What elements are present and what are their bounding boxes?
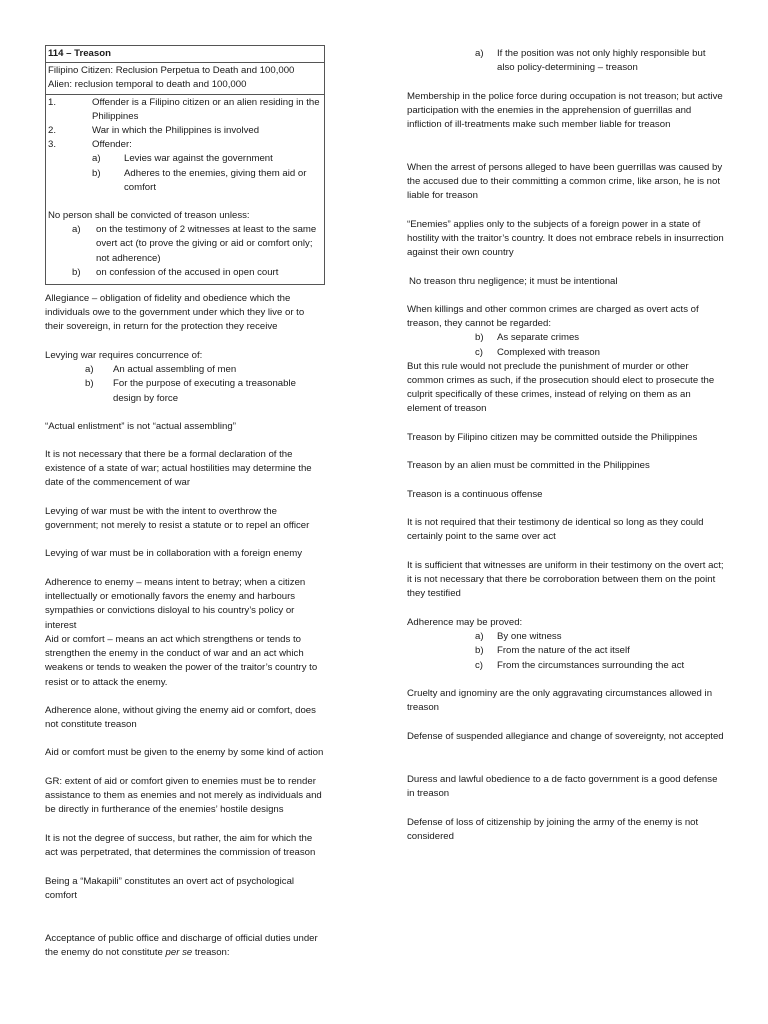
summary-box [45, 45, 325, 285]
list-item: b) As separate crimes [475, 332, 580, 344]
list-item: 3. Offender: [48, 139, 132, 151]
paragraph-enemies: “Enemies” applies only to the subjects of a foreign power in a state of hostility with the traitor’s country. It does not embrace rebels in insurrection against their own country [407, 219, 724, 259]
paragraph-alien: Treason by an alien must be committed in the Philippines [407, 460, 650, 471]
killings-block [407, 303, 725, 417]
paragraph-declaration: It is not necessary that there be a formal declaration of the existence of a state of war; actual hostilities may determine the date of the commencement of war [45, 449, 312, 489]
paragraph-identical: It is not required that their testimony de identical so long as they could certainly point to the same over act [407, 517, 704, 543]
paragraph-uniform: It is sufficient that witnesses are uniform in their testimony on the overt act; it is not necessary that there be corroboration between them on the point they testified [407, 560, 724, 600]
paragraph-gr: GR: extent of aid or comfort given to enemies must be to render assistance to them as enemies and not merely as individuals and be directly in furtherance of the enemies’ hostile designs [45, 776, 322, 816]
list-item: a) By one witness [475, 631, 562, 643]
proved-block [407, 616, 684, 673]
article-title: 114 – Treason [46, 46, 324, 63]
paragraph-intent: Levying of war must be with the intent to overthrow the government; not merely to resist a statute or to repel an officer [45, 506, 310, 532]
list-item: c) Complexed with treason [475, 346, 600, 358]
conviction-intro: No person shall be convicted of treason unless: [48, 210, 250, 222]
paragraph-killings: When killings and other common crimes are charged as overt acts of treason, they cannot be regarded: [407, 304, 699, 330]
paragraph-rule: But this rule would not preclude the punishment of murder or other common crimes as such, if the prosecution should elect to prosecute the culprit specifically of these crimes, instead of relying on them as an element of treason [407, 360, 715, 415]
list-item: b) on confession of the accused in open court [72, 266, 279, 278]
penalty-alien: Alien: reclusion temporal to death and 100,000 [48, 79, 247, 91]
list-item: a) on the testimony of 2 witnesses at least to the same overt act (to prove the giving or aid or comfort only; not adherence) [72, 224, 317, 264]
elements-section [46, 95, 324, 284]
list-item: b) From the nature of the act itself [475, 645, 630, 657]
paragraph-arrest: When the arrest of persons alleged to have been guerrillas was caused by the accused due to their committing a common crime, like arson, he is not liable for treason [407, 162, 723, 202]
list-item: c) From the circumstances surrounding the act [475, 659, 685, 671]
penalty-section [46, 63, 324, 94]
penalty-filipino: Filipino Citizen: Reclusion Perpetua to Death and 100,000 [48, 65, 295, 77]
paragraph-outside: Treason by Filipino citizen may be committed outside the Philippines [407, 432, 698, 443]
paragraph-duress: Duress and lawful obedience to a de facto government is a good defense in treason [407, 774, 718, 800]
paragraph-public-office: Acceptance of public office and discharge of official duties under the enemy do not constitute per se treason: [45, 933, 318, 959]
paragraph-police: Membership in the police force during occupation is not treason; but active participation with the enemies in the apprehension of guerrillas and infliction of ill-treatments make such member liable for treason [407, 91, 723, 131]
paragraph-allegiance: Allegiance – obligation of fidelity and obedience which the individuals owe to the government under which they live or to their sovereign, in return for the protection they receive [45, 293, 305, 333]
paragraph-adherence-alone: Adherence alone, without giving the enemy aid or comfort, does not constitute treason [45, 705, 316, 731]
paragraph-proved-intro: Adherence may be proved: [407, 617, 523, 628]
paragraph-action: Aid or comfort must be given to the enemy by some kind of action [45, 747, 324, 758]
elements-list [48, 96, 322, 195]
paragraph-aid-comfort: Aid or comfort – means an act which strengthens or tends to strengthen the enemy in the conduct of war and an act which weakens or tends to weaken the power of the traitor’s country to resist or to attack the enemy. [45, 634, 318, 688]
list-item: b) Adheres to the enemies, giving them aid or comfort [92, 167, 307, 193]
paragraph-enlistment: “Actual enlistment” is not “actual assembling” [45, 421, 236, 432]
paragraph-levying-intro: Levying war requires concurrence of: [45, 350, 203, 361]
paragraph-suspended: Defense of suspended allegiance and change of sovereignty, not accepted [407, 731, 724, 742]
paragraph-cruelty: Cruelty and ignominy are the only aggravating circumstances allowed in treason [407, 688, 713, 714]
list-item: a) Levies war against the government [92, 153, 273, 165]
paragraph-degree: It is not the degree of success, but rather, the aim for which the act was perpetrated, that determines the commission of treason [45, 833, 316, 859]
paragraph-continuous: Treason is a continuous offense [407, 489, 543, 500]
paragraph-loss: Defense of loss of citizenship by joining the army of the enemy is not considered [407, 817, 699, 843]
paragraph-adherence: Adherence to enemy – means intent to betray; when a citizen intellectually or emotionally favors the enemy and harbours sympathies or convictions disloyal to his country’s policy or interest [45, 577, 306, 631]
list-item: 2. War in which the Philippines is involved [48, 125, 260, 137]
list-item: a) An actual assembling of men [85, 364, 237, 376]
paragraph-makapili: Being a “Makapili” constitutes an overt act of psychological comfort [45, 876, 295, 902]
paragraph-collaboration: Levying of war must be in collaboration with a foreign enemy [45, 548, 303, 559]
list-item: 1. Offender is a Filipino citizen or an alien residing in the Philippines [48, 96, 320, 122]
conviction-list [48, 223, 322, 280]
list-item: a) If the position was not only highly responsible but also policy-determining – treason [475, 48, 706, 74]
paragraph-negligence: No treason thru negligence; it must be intentional [409, 276, 618, 287]
list-item: b) For the purpose of executing a treasonable design by force [85, 378, 296, 404]
levying-block [45, 349, 325, 406]
